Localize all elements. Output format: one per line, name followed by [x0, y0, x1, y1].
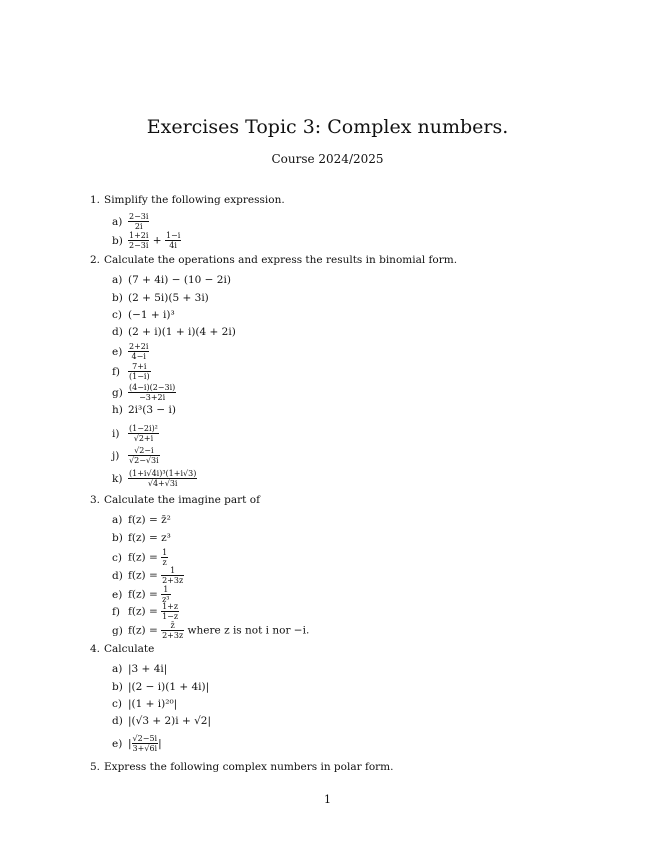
- item-label: f): [112, 365, 120, 378]
- exercise-4-heading: [90, 643, 154, 655]
- item-label: g): [112, 386, 123, 399]
- exercise-number: 3.: [90, 494, 101, 506]
- plus-sign: +: [149, 234, 165, 247]
- math-expression: (2 + 5i)(5 + 3i): [128, 292, 209, 304]
- page-number: 1: [324, 793, 331, 806]
- math-expression: f(z) =: [128, 605, 162, 618]
- exercise-1-item-b: [112, 231, 181, 250]
- exercise-4-item-b: [112, 681, 209, 693]
- exercise-2-item-k: [112, 469, 197, 488]
- exercise-3-heading: [90, 494, 260, 506]
- denominator: z³: [162, 595, 170, 604]
- math-expression: (2 + i)(1 + i)(4 + 2i): [128, 326, 236, 338]
- denominator: 3+√6i: [132, 744, 158, 753]
- item-label: c): [112, 698, 122, 710]
- exercise-1-heading: [90, 194, 285, 206]
- math-expression: f(z) = z³: [128, 532, 171, 544]
- exercise-text: Calculate the imagine part of: [104, 494, 260, 506]
- fraction: [161, 566, 184, 585]
- exercise-2-item-i: [112, 424, 159, 443]
- fraction: [161, 602, 179, 621]
- numerator: (1−2i)²: [129, 424, 158, 433]
- exercise-3-item-d: [112, 566, 184, 585]
- exercise-2-item-h: [112, 404, 176, 416]
- exercise-2-item-e: [112, 342, 149, 361]
- exercise-2-item-c: [112, 309, 175, 321]
- numerator: (1+i√4i)³(1+i√3): [129, 469, 197, 478]
- exercise-2-item-f: [112, 362, 151, 381]
- item-label: d): [112, 326, 123, 338]
- math-expression: |(√3 + 2)i + √2|: [128, 715, 211, 727]
- exercise-number: 4.: [90, 643, 101, 655]
- exercise-number: 2.: [90, 254, 101, 266]
- item-label: a): [112, 663, 123, 675]
- numerator: 1+2i: [129, 231, 149, 240]
- exercise-text: Calculate: [104, 643, 155, 655]
- item-label: d): [112, 569, 123, 582]
- fraction: [128, 446, 160, 465]
- exercise-text: Express the following complex numbers in polar form.: [104, 761, 394, 773]
- exercise-2-item-d: [112, 326, 236, 338]
- exercise-3-item-a: [112, 514, 171, 526]
- item-label: i): [112, 427, 120, 440]
- numerator: 1: [161, 585, 170, 595]
- item-label: a): [112, 274, 123, 286]
- math-expression: (7 + 4i) − (10 − 2i): [128, 274, 231, 286]
- math-expression: f(z) =: [128, 569, 162, 582]
- exercise-3-item-c: [112, 548, 168, 567]
- item-label: a): [112, 514, 123, 526]
- fraction: [161, 548, 168, 567]
- page-title: Exercises Topic 3: Complex numbers.: [146, 116, 509, 138]
- denominator: 2i: [134, 222, 143, 231]
- fraction: [128, 231, 149, 250]
- math-expression: |: [158, 737, 162, 750]
- math-expression: |: [128, 737, 132, 750]
- numerator: √2−5i: [132, 734, 158, 743]
- exercise-2-heading: [90, 254, 457, 266]
- item-label: g): [112, 624, 123, 637]
- numerator: 1−i: [165, 231, 181, 240]
- denominator: √4+√3i: [147, 479, 178, 488]
- denominator: (1−i): [129, 372, 150, 381]
- denominator: 4−i: [131, 352, 146, 361]
- item-label: j): [112, 449, 120, 462]
- item-label: e): [112, 588, 123, 601]
- item-label: c): [112, 551, 122, 564]
- item-label: b): [112, 292, 123, 304]
- exercise-4-item-c: [112, 698, 177, 710]
- item-label: e): [112, 345, 123, 358]
- exercise-text: Simplify the following expression.: [104, 194, 285, 206]
- denominator: 1−z: [162, 612, 179, 621]
- item-label: f): [112, 605, 120, 618]
- item-label: a): [112, 215, 123, 228]
- exercise-4-item-a: [112, 663, 167, 675]
- numerator: 1: [161, 566, 184, 576]
- exercise-4-item-e: [112, 734, 162, 753]
- item-label: h): [112, 404, 123, 416]
- denominator: 2+3z: [162, 576, 184, 585]
- fraction: [161, 621, 184, 640]
- math-expression: f(z) =: [128, 551, 162, 564]
- course-subtitle: Course 2024/2025: [271, 152, 384, 166]
- fraction: [128, 342, 149, 361]
- item-label: b): [112, 532, 123, 544]
- math-expression: |3 + 4i|: [128, 663, 168, 675]
- numerator: 1: [162, 548, 168, 557]
- exercise-4-item-d: [112, 715, 211, 727]
- exercise-3-item-f: [112, 602, 179, 621]
- exercise-2-item-j: [112, 446, 160, 465]
- exercise-2-item-a: [112, 274, 231, 286]
- fraction: [128, 424, 159, 443]
- math-expression: 2i³(3 − i): [128, 404, 176, 416]
- exercise-number: 1.: [90, 194, 101, 206]
- exercise-2-item-g: [112, 383, 176, 402]
- math-expression: f(z) =: [128, 588, 162, 601]
- fraction: [132, 734, 159, 753]
- item-label: b): [112, 681, 123, 693]
- denominator: −3+2i: [139, 393, 166, 402]
- item-label: k): [112, 472, 123, 485]
- denominator: √2−√3i: [129, 456, 159, 465]
- fraction: [165, 231, 181, 250]
- math-expression: |(2 − i)(1 + 4i)|: [128, 681, 210, 693]
- condition-text: where z is not i nor −i.: [184, 624, 310, 637]
- fraction: [128, 212, 149, 231]
- exercise-3-item-b: [112, 532, 171, 544]
- exercise-5-heading: [90, 761, 393, 773]
- exercise-3-item-g: [112, 621, 309, 640]
- fraction: [128, 362, 151, 381]
- item-label: b): [112, 234, 123, 247]
- numerator: 2+2i: [129, 342, 149, 351]
- numerator: 1+z: [162, 602, 179, 611]
- exercise-2-item-b: [112, 292, 209, 304]
- math-expression: f(z) = z̄²: [128, 514, 171, 526]
- math-expression: (−1 + i)³: [128, 309, 175, 321]
- numerator: 7+i: [128, 362, 151, 372]
- fraction: [128, 383, 176, 402]
- math-expression: |(1 + i)²⁰|: [128, 698, 178, 710]
- exercise-number: 5.: [90, 761, 101, 773]
- denominator: 2−3i: [129, 241, 149, 250]
- numerator: (4−i)(2−3i): [129, 383, 176, 392]
- denominator: √2+i: [133, 434, 154, 443]
- item-label: c): [112, 309, 122, 321]
- denominator: 4i: [169, 241, 177, 250]
- numerator: 2−3i: [129, 212, 149, 221]
- item-label: d): [112, 715, 123, 727]
- denominator: z: [162, 558, 167, 567]
- math-expression: f(z) =: [128, 624, 162, 637]
- numerator: √2−i: [128, 446, 160, 456]
- exercise-1-item-a: [112, 212, 149, 231]
- numerator: z̄: [161, 621, 184, 631]
- fraction: [128, 469, 197, 488]
- exercise-text: Calculate the operations and express the results in binomial form.: [104, 254, 458, 266]
- denominator: 2+3z: [162, 631, 184, 640]
- item-label: e): [112, 737, 123, 750]
